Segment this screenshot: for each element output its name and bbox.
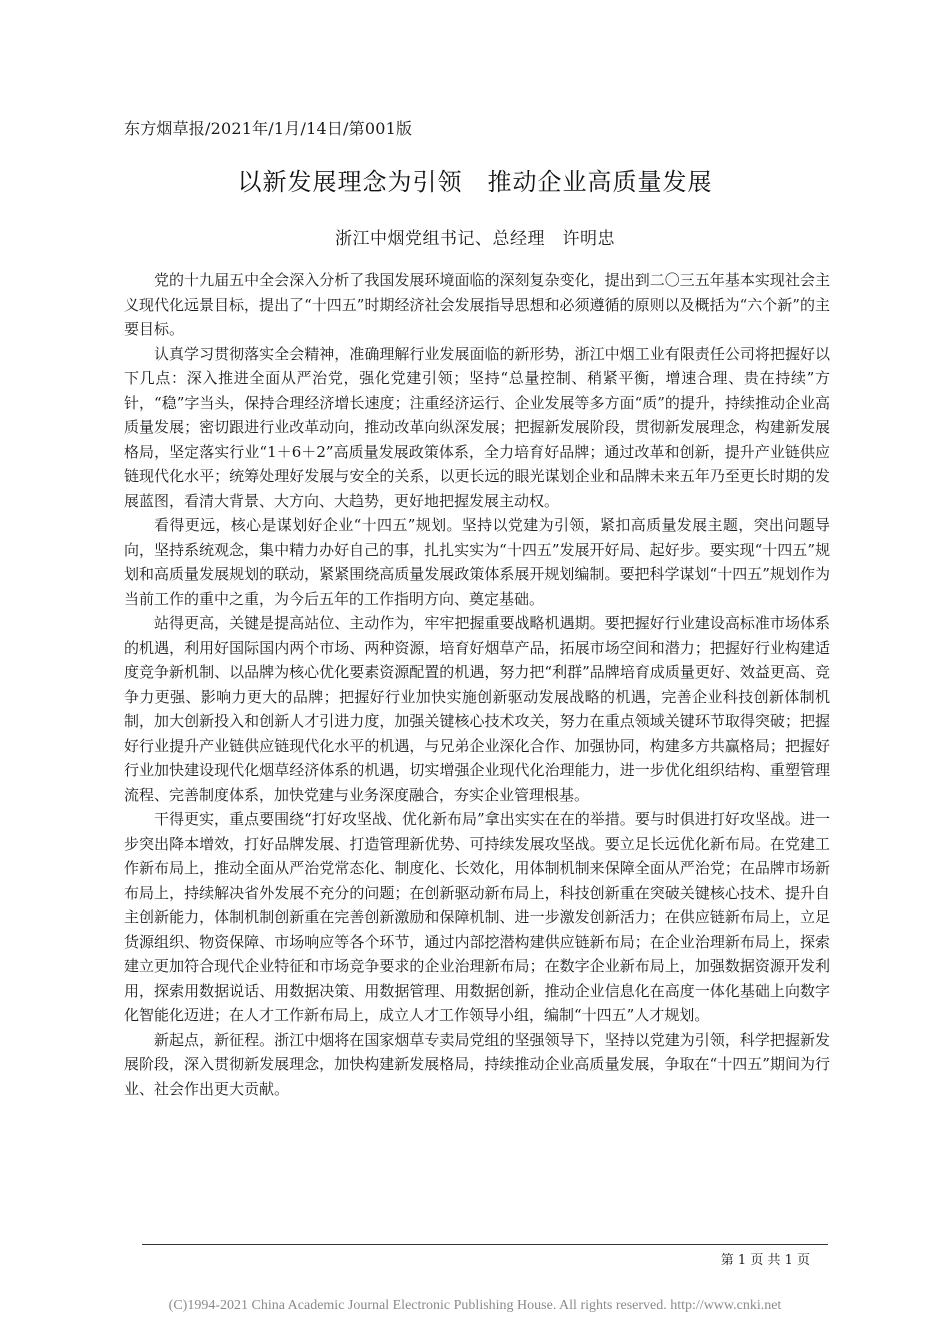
paragraph: 看得更远，核心是谋划好企业“十四五”规划。坚持以党建为引领，紧扣高质量发展主题，突出问题导向，坚持系统观念，集中精力办好自己的事，扎扎实实为“十四五”发展开好局、起好步。要实现“十四五”规划和高质量发展规划的联动，紧紧围绕高质量发展政策体系展开规划编制。要把科学谋划“十四五”规划作为当前工作的重中之重，为今后五年的工作指明方向、奠定基础。 (124, 516, 830, 608)
paragraph: 干得更实，重点要围绕“打好攻坚战、优化新布局”拿出实实在在的举措。要与时俱进打好攻坚战。进一步突出降本增效，打好品牌发展、打造管理新优势、可持续发展攻坚战。要立足长远优化新布局。在党建工作新布局上，推动全面从严治党常态化、制度化、长效化，用体制机制来保障全面从严治党；在品牌市场新布局上，持续解决省外发展不充分的问题；在创新驱动新布局上，科技创新重在突破关键核心技术、提升自主创新能力，体制机制创新重在完善创新激励和保障机制、进一步激发创新活力；在供应链新布局上，立足货源组织、物资保障、市场响应等各个环节，通过内部挖潜构建供应链新布局；在企业治理新布局上，探索建立更加符合现代企业特征和市场竞争要求的企业治理新布局；在数字企业新布局上，加强数据资源开发利用，探索用数据说话、用数据决策、用数据管理、用数据创新，推动企业信息化在高度一体化基础上向数字化智能化迈进；在人才工作新布局上，成立人才工作领导小组，编制“十四五”人才规划。 (124, 810, 830, 1024)
paragraph: 站得更高，关键是提高站位、主动作为，牢牢把握重要战略机遇期。要把握好行业建设高标准市场体系的机遇，利用好国际国内两个市场、两种资源，培育好烟草产品，拓展市场空间和潜力；把握好行业构建适度竞争新机制、以品牌为核心优化要素资源配置的机遇，努力把“利群”品牌培育成质量更好、效益更高、竞争力更强、影响力更大的品牌；把握好行业加快实施创新驱动发展战略的机遇，完善企业科技创新体制机制，加大创新投入和创新人才引进力度，加强关键核心技术攻关，努力在重点领域关键环节取得突破；把握好行业提升产业链供应链现代化水平的机遇，与兄弟企业深化合作、加强协同，构建多方共赢格局；把握好行业加快建设现代化烟草经济体系的机遇，切实增强企业现代化治理能力，进一步优化组织结构、重塑管理流程、完善制度体系，加快党建与业务深度融合，夯实企业管理根基。 (124, 614, 830, 804)
copyright-notice: (C)1994-2021 China Academic Journal Electronic Publishing House. All rights reserved. http://www.cnki.net (168, 1298, 782, 1313)
paragraph: 党的十九届五中全会深入分析了我国发展环境面临的深刻复杂变化，提出到二〇三五年基本实现社会主义现代化远景目标，提出了“十四五”时期经济社会发展指导思想和必须遵循的原则以及概括为“六个新”的主要目标。 (124, 271, 830, 338)
article-title: 以新发展理念为引领 推动企业高质量发展 (237, 168, 713, 196)
page-indicator: 第 1 页 共 1 页 (720, 1253, 810, 1268)
paragraph: 认真学习贯彻落实全会精神，准确理解行业发展面临的新形势，浙江中烟工业有限责任公司将把握好以下几点：深入推进全面从严治党，强化党建引领；坚持“总量控制、稍紧平衡，增速合理、贵在持续”方针，“稳”字当头，保持合理经济增长速度；注重经济运行、企业发展等多方面“质”的提升，持续推动企业高质量发展；密切跟进行业改革动向，推动改革向纵深发展；把握新发展阶段，贯彻新发展理念，构建新发展格局，坚定落实行业“1＋6＋2”高质量发展政策体系，全力培育好品牌；通过改革和创新，提升产业链供应链现代化水平；统筹处理好发展与安全的关系，以更长远的眼光谋划企业和品牌未来五年乃至更长时期的发展蓝图，看清大背景、大方向、大趋势，更好地把握发展主动权。 (124, 344, 830, 510)
article-body (124, 268, 830, 1101)
article-author: 浙江中烟党组书记、总经理 许明忠 (335, 229, 615, 249)
publication-source: 东方烟草报/2021年/1月/14日/第001版 (124, 119, 413, 138)
paragraph: 新起点，新征程。浙江中烟将在国家烟草专卖局党组的坚强领导下，坚持以党建为引领，科学把握新发展阶段，深入贯彻新发展理念，加快构建新发展格局，持续推动企业高质量发展，争取在“十四五”期间为行业、社会作出更大贡献。 (124, 1030, 830, 1098)
footer-divider (142, 1244, 828, 1245)
